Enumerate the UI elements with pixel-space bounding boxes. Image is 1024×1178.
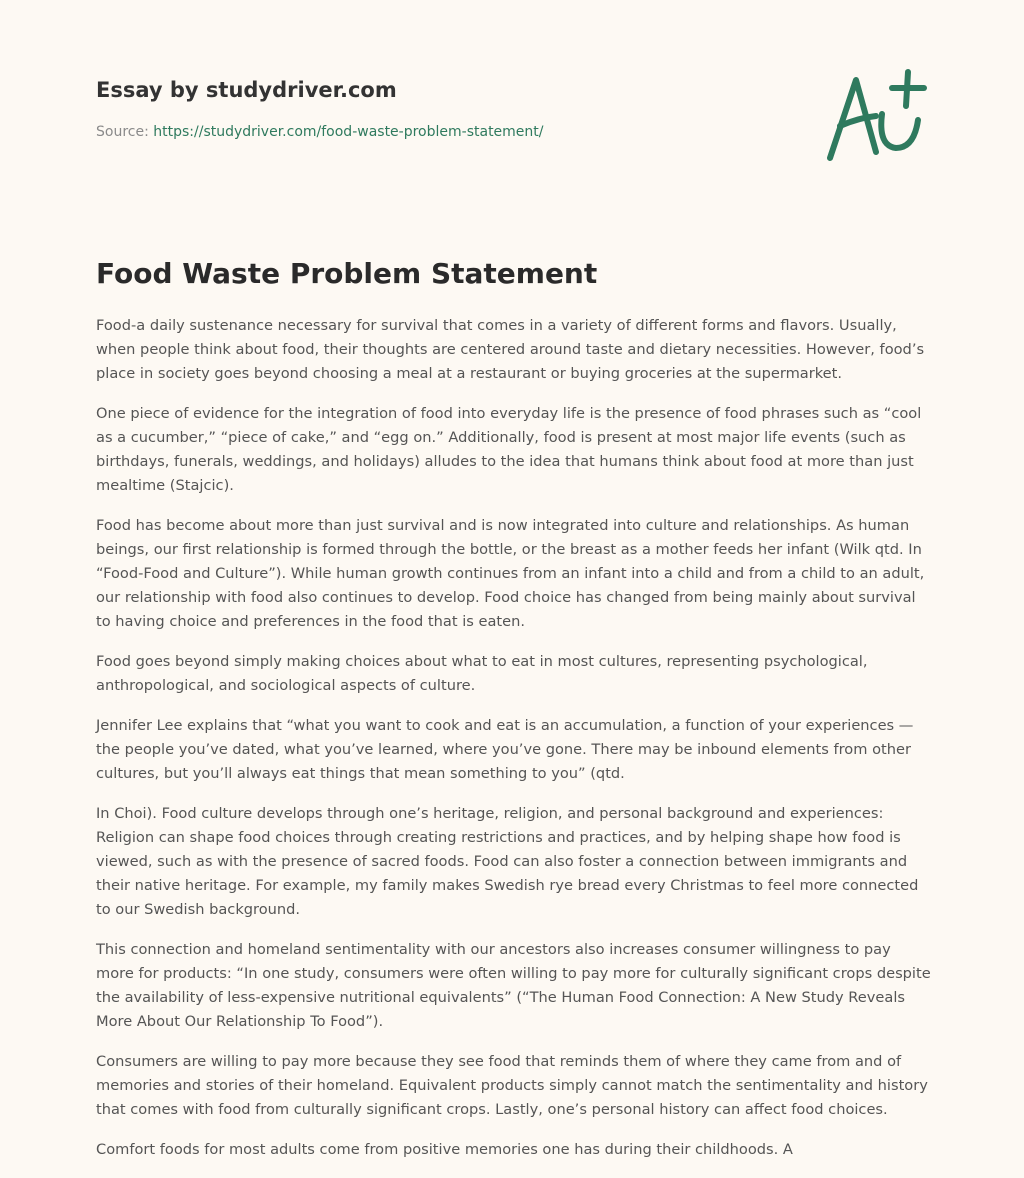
- source-line: [96, 122, 796, 142]
- paragraph: In Choi). Food culture develops through one’s heritage, religion, and personal background and experiences: Religion can shape food choices through creating restrictions and practices, and by helping shape how food is viewed, such as with the presence of sacred foods. Food can also foster a connection between immigrants and their native heritage. For example, my family makes Swedish rye bread every Christmas to feel more connected to our Swedish background.: [96, 805, 919, 918]
- paragraph: Food goes beyond simply making choices about what to eat in most cultures, representing psychological, anthropological, and sociological aspects of culture.: [96, 653, 868, 694]
- essay-title: Food Waste Problem Statement: [96, 257, 598, 290]
- essay-body: [96, 314, 932, 1178]
- brand-title: Essay by studydriver.com: [96, 78, 397, 102]
- a-plus-grade-icon: [818, 66, 930, 166]
- paragraph: Food-a daily sustenance necessary for survival that comes in a variety of different forms and flavors. Usually, when people think about food, their thoughts are centered around taste and dietary necessities. However, food’s place in society goes beyond choosing a meal at a restaurant or buying groceries at the supermarket.: [96, 317, 925, 382]
- paragraph: Comfort foods for most adults come from positive memories one has during their childhoods. A: [96, 1141, 793, 1158]
- source-link[interactable]: https://studydriver.com/food-waste-problem-statement/: [153, 124, 544, 140]
- essay-header: [96, 76, 796, 142]
- source-label: Source:: [96, 124, 154, 140]
- paragraph: Jennifer Lee explains that “what you want to cook and eat is an accumulation, a function of your experiences — the people you’ve dated, what you’ve learned, where you’ve gone. There may be inbound elements from other cultures, but you’ll always eat things that mean something to you” (qtd.: [96, 717, 914, 782]
- paragraph: Food has become about more than just survival and is now integrated into culture and relationships. As human beings, our first relationship is formed through the bottle, or the breast as a mother feeds her infant (Wilk qtd. In “Food-Food and Culture”). While human growth continues from an infant into a child and from a child to an adult, our relationship with food also continues to develop. Food choice has changed from being mainly about survival to having choice and preferences in the food that is eaten.: [96, 517, 925, 630]
- paragraph: Consumers are willing to pay more because they see food that reminds them of where they came from and of memories and stories of their homeland. Equivalent products simply cannot match the sentimentality and history that comes with food from culturally significant crops. Lastly, one’s personal history can affect food choices.: [96, 1053, 928, 1118]
- paragraph: This connection and homeland sentimentality with our ancestors also increases consumer willingness to pay more for products: “In one study, consumers were often willing to pay more for culturally significant crops despite the availability of less-expensive nutritional equivalents” (“The Human Food Connection: A New Study Reveals More About Our Relationship To Food”).: [96, 941, 931, 1030]
- paragraph: One piece of evidence for the integration of food into everyday life is the presence of food phrases such as “cool as a cucumber,” “piece of cake,” and “egg on.” Additionally, food is present at most major life events (such as birthdays, funerals, weddings, and holidays) alludes to the idea that humans think about food at more than just mealtime (Stajcic).: [96, 405, 922, 494]
